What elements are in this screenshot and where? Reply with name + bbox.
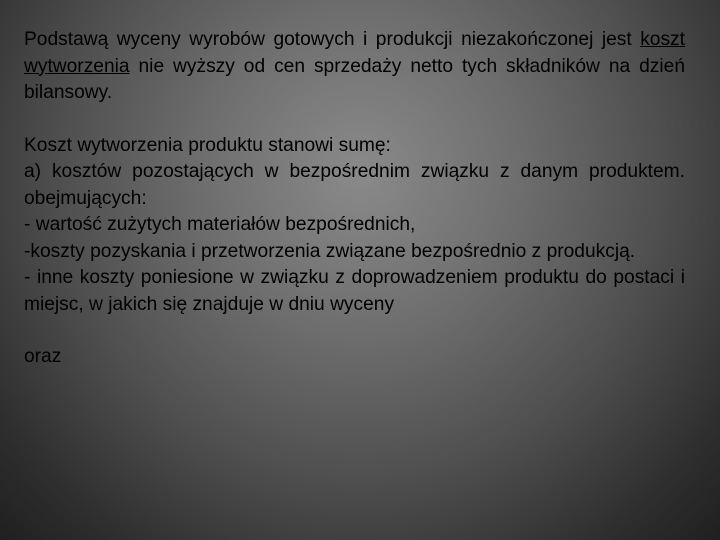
list-item-other-costs: - inne koszty poniesione w związku z doprowadzeniem produktu do postaci i miejsc, w jakich się znajduje w dniu wyceny	[24, 267, 685, 315]
list-item-materials: - wartość zużytych materiałów bezpośrednich,	[24, 214, 416, 235]
paragraph-spacer	[24, 107, 685, 133]
slide-text-body	[24, 27, 685, 371]
paragraph-valuation-text-end: nie wyższy od cen sprzedaży netto tych składników na dzień bilansowy.	[24, 55, 685, 103]
paragraph-cost-definition: Koszt wytworzenia produktu stanowi sumę:	[24, 134, 391, 156]
list-item-acquisition-costs: -koszty pozyskania i przetworzenia związane bezpośrednio z produkcją.	[24, 240, 636, 262]
paragraph-oraz: oraz	[24, 346, 62, 367]
underlined-term-production-cost: koszt wytworzenia	[24, 29, 685, 77]
list-item-direct-costs: a) kosztów pozostających w bezpośrednim związku z danym produktem. obejmujących:	[24, 161, 685, 209]
paragraph-spacer	[24, 318, 685, 344]
paragraph-valuation-basis	[24, 27, 685, 107]
paragraph-valuation-text-start: Podstawą wyceny wyrobów gotowych i produkcji niezakończonej jest	[24, 29, 641, 50]
